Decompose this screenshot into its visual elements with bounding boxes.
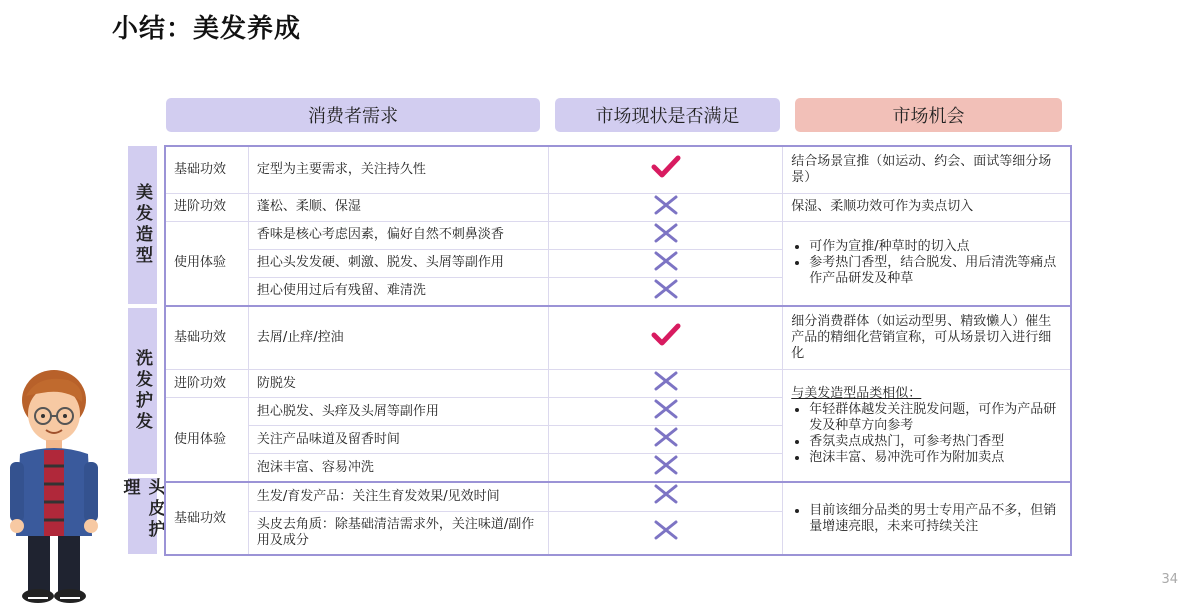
cross-icon — [653, 454, 679, 476]
need-text: 定型为主要需求，关注持久性 — [248, 146, 548, 193]
category-styling: 美发造型 — [128, 146, 157, 304]
level-label: 进阶功效 — [165, 193, 248, 221]
cross-icon — [653, 370, 679, 392]
table-row — [165, 482, 1071, 511]
opportunity-text: 结合场景宣推（如运动、约会、面试等细分场景） — [783, 146, 1071, 193]
cross-icon — [653, 222, 679, 244]
cross-icon — [653, 194, 679, 216]
opportunity-heading: 与美发造型品类相似： — [791, 385, 922, 401]
need-text: 头皮去角质：除基础清洁需求外，关注味道/副作用及成分 — [248, 511, 548, 555]
status-cell — [548, 306, 782, 370]
check-icon — [651, 323, 681, 347]
summary-table — [164, 145, 1072, 556]
status-cell — [548, 370, 782, 398]
level-label: 基础功效 — [165, 482, 248, 555]
table-row — [165, 146, 1071, 193]
need-text: 担心头发发硬、刺激、脱发、头屑等副作用 — [248, 249, 548, 277]
category-washing: 洗发护发 — [128, 308, 157, 474]
list-item: • 香氛卖点成热门，可参考热门香型 — [809, 434, 1062, 450]
table-row — [165, 306, 1071, 370]
header-consumer-needs: 消费者需求 — [166, 98, 540, 132]
need-text: 蓬松、柔顺、保湿 — [248, 193, 548, 221]
category-scalp: 头皮护理 — [128, 478, 157, 554]
need-text: 关注产品味道及留香时间 — [248, 426, 548, 454]
table-row — [165, 193, 1071, 221]
need-text: 香味是核心考虑因素，偏好自然不刺鼻淡香 — [248, 221, 548, 249]
cross-icon — [653, 278, 679, 300]
cross-icon — [653, 398, 679, 420]
status-cell — [548, 249, 782, 277]
status-cell — [548, 426, 782, 454]
status-cell — [548, 511, 782, 555]
level-label: 使用体验 — [165, 221, 248, 306]
opportunity-text: 细分消费群体（如运动型男、精致懒人）催生产品的精细化营销宣称，可从场景切入进行细化 — [783, 306, 1071, 370]
level-label: 进阶功效 — [165, 370, 248, 398]
need-text: 防脱发 — [248, 370, 548, 398]
cross-icon — [653, 483, 679, 505]
status-cell — [548, 277, 782, 306]
opportunity-list — [783, 221, 1071, 306]
list-item: • 泡沫丰富、易冲洗可作为附加卖点 — [809, 450, 1062, 466]
opportunity-list — [783, 482, 1071, 555]
check-icon — [651, 155, 681, 179]
header-market-status: 市场现状是否满足 — [555, 98, 780, 132]
need-text: 生发/育发产品：关注生育发效果/见效时间 — [248, 482, 548, 511]
cross-icon — [653, 426, 679, 448]
level-label: 使用体验 — [165, 398, 248, 483]
list-item: • 可作为宣推/种草时的切入点 — [809, 239, 1062, 255]
page-title: 小结：美发养成 — [112, 14, 302, 44]
page-number: 34 — [1161, 572, 1178, 587]
table-row — [165, 221, 1071, 249]
need-text: 去屑/止痒/控油 — [248, 306, 548, 370]
cross-icon — [653, 250, 679, 272]
header-market-opportunity: 市场机会 — [795, 98, 1062, 132]
table-row — [165, 370, 1071, 398]
avatar-illustration — [8, 366, 100, 606]
level-label: 基础功效 — [165, 306, 248, 370]
need-text: 泡沫丰富、容易冲洗 — [248, 454, 548, 483]
status-cell — [548, 193, 782, 221]
list-item: • 参考热门香型，结合脱发、用后清洗等痛点作产品研发及种草 — [809, 255, 1062, 287]
list-item: • 目前该细分品类的男士专用产品不多，但销量增速亮眼，未来可持续关注 — [809, 503, 1062, 535]
status-cell — [548, 398, 782, 426]
opportunity-text: 保湿、柔顺功效可作为卖点切入 — [783, 193, 1071, 221]
cross-icon — [653, 519, 679, 541]
list-item: • 年轻群体越发关注脱发问题，可作为产品研发及种草方向参考 — [809, 402, 1062, 434]
status-cell — [548, 221, 782, 249]
status-cell — [548, 482, 782, 511]
opportunity-list — [783, 370, 1071, 483]
status-cell — [548, 454, 782, 483]
need-text: 担心使用过后有残留、难清洗 — [248, 277, 548, 306]
level-label: 基础功效 — [165, 146, 248, 193]
need-text: 担心脱发、头痒及头屑等副作用 — [248, 398, 548, 426]
status-cell — [548, 146, 782, 193]
